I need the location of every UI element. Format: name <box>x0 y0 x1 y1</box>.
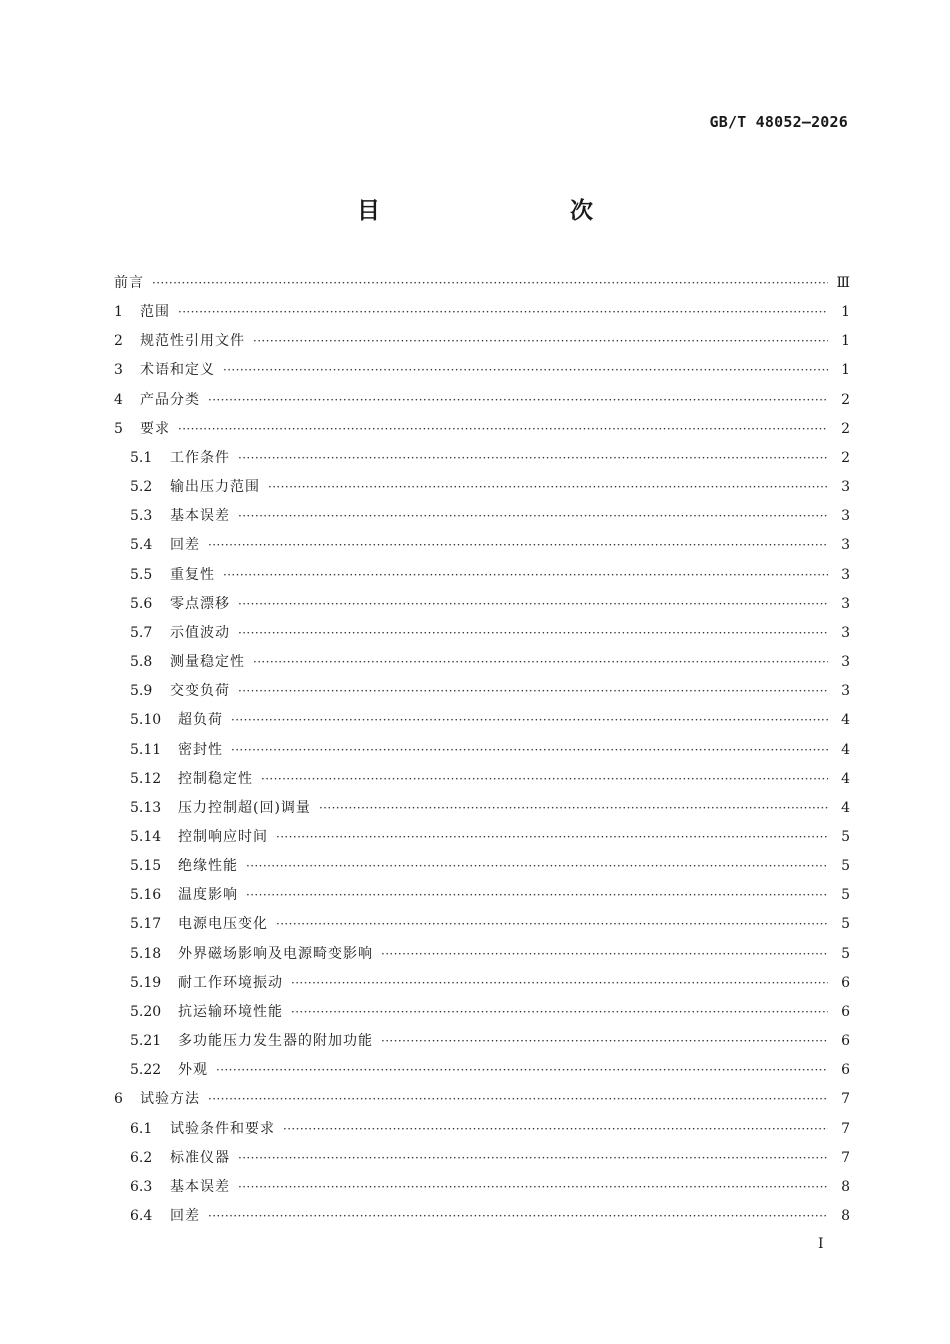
toc-entry-page: 5 <box>841 916 850 933</box>
toc-entry-page: 4 <box>841 712 850 729</box>
toc-entry-page: 8 <box>841 1208 850 1224</box>
toc-leader-dots <box>152 269 828 298</box>
toc-entry-page: 1 <box>841 333 850 350</box>
toc-entry-number: 5.14 <box>130 828 162 845</box>
toc-leader-dots <box>319 794 828 823</box>
toc-entry-page: 2 <box>841 449 850 466</box>
toc-entry-label: 外界磁场影响及电源畸变影响 <box>178 945 373 962</box>
toc-entry-number: 5.6 <box>130 595 153 612</box>
toc-entry-number: 1 <box>114 304 123 321</box>
toc-entry[interactable] <box>114 1085 850 1114</box>
toc-entry-label: 示值波动 <box>170 624 230 641</box>
toc-entry[interactable] <box>114 386 850 415</box>
footer-page-number: I <box>818 1236 824 1252</box>
toc-entry[interactable] <box>114 619 850 648</box>
toc-leader-dots <box>268 473 828 502</box>
toc-entry-page: 5 <box>841 858 850 875</box>
toc-leader-dots <box>276 823 828 852</box>
toc-entry-number: 3 <box>114 362 123 379</box>
toc-entry-label: 抗运输环境性能 <box>178 1003 283 1020</box>
toc-entry-label: 试验方法 <box>140 1091 200 1108</box>
toc-entry-number: 5.18 <box>130 945 162 962</box>
toc-leader-dots <box>291 969 828 998</box>
toc-leader-dots <box>291 998 828 1027</box>
toc-entry[interactable] <box>114 1027 850 1056</box>
toc-entry-number: 5.3 <box>130 508 153 525</box>
toc-leader-dots <box>381 1027 828 1056</box>
toc-entry-page: 5 <box>841 828 850 845</box>
toc-entry-number: 5.12 <box>130 770 162 787</box>
toc-entry-number: 5.13 <box>130 799 162 816</box>
toc-entry-number: 5.19 <box>130 974 162 991</box>
toc-entry-page: 1 <box>841 304 850 321</box>
toc-entry-label: 电源电压变化 <box>178 916 268 933</box>
toc-entry-number: 6.4 <box>130 1208 153 1224</box>
toc-entry-label: 控制响应时间 <box>178 828 268 845</box>
toc-entry-number: 5.5 <box>130 566 153 583</box>
toc-entry-label: 基本误差 <box>170 1178 230 1195</box>
toc-entry-number: 5.17 <box>130 916 162 933</box>
toc-entry-page: 6 <box>841 1033 850 1050</box>
toc-entry-label: 产品分类 <box>140 391 200 408</box>
toc-entry-label: 超负荷 <box>178 712 223 729</box>
toc-entry-number: 5.20 <box>130 1003 162 1020</box>
toc-entry-page: 3 <box>841 537 850 554</box>
toc-leader-dots <box>208 531 828 560</box>
toc-entry-label: 多功能压力发生器的附加功能 <box>178 1033 373 1050</box>
toc-entry-label: 交变负荷 <box>170 683 230 700</box>
toc-entry-number: 5.22 <box>130 1062 162 1079</box>
toc-entry[interactable] <box>114 531 850 560</box>
toc-entry-page: 5 <box>841 887 850 904</box>
toc-entry-label: 基本误差 <box>170 508 230 525</box>
toc-entry-page: 3 <box>841 624 850 641</box>
toc-leader-dots <box>238 619 828 648</box>
toc-entry-page: 7 <box>841 1149 850 1166</box>
toc-entry-label: 温度影响 <box>178 887 238 904</box>
toc-entry-number: 5.10 <box>130 712 162 729</box>
toc-leader-dots <box>178 415 828 444</box>
toc-entry-label: 试验条件和要求 <box>170 1120 275 1137</box>
toc-entry-page: 4 <box>841 741 850 758</box>
toc-entry-label: 工作条件 <box>170 449 230 466</box>
toc-entry[interactable] <box>114 794 850 823</box>
toc-entry[interactable] <box>114 1115 850 1144</box>
toc-entry[interactable] <box>114 648 850 677</box>
toc-entry-number: 5.9 <box>130 683 153 700</box>
toc-entry[interactable] <box>114 269 850 298</box>
toc-entry-number: 5.8 <box>130 654 153 671</box>
toc-entry[interactable] <box>114 881 850 910</box>
toc-leader-dots <box>223 356 828 385</box>
toc-entry-label: 压力控制超(回)调量 <box>178 799 311 816</box>
toc-entry[interactable] <box>114 1056 850 1085</box>
toc-entry-label: 回差 <box>170 1208 200 1224</box>
standard-code: GB/T 48052—2026 <box>709 113 848 131</box>
toc-entry-page: 6 <box>841 974 850 991</box>
toc-leader-dots <box>231 706 828 735</box>
toc-entry-label: 重复性 <box>170 566 215 583</box>
toc-entry-label: 输出压力范围 <box>170 479 260 496</box>
toc-entry[interactable] <box>114 823 850 852</box>
toc-entry-number: 6.1 <box>130 1120 153 1137</box>
toc-entry[interactable] <box>114 998 850 1027</box>
toc-entry-number: 5.4 <box>130 537 153 554</box>
toc-leader-dots <box>238 1173 828 1202</box>
toc-entry-page: 3 <box>841 654 850 671</box>
toc-entry-label: 术语和定义 <box>140 362 215 379</box>
page-title: 目 次 <box>357 198 641 224</box>
toc-entry-page: 8 <box>841 1178 850 1195</box>
toc-entry[interactable] <box>114 590 850 619</box>
toc-leader-dots <box>283 1115 828 1144</box>
toc-entry-page: 4 <box>841 799 850 816</box>
toc-entry[interactable] <box>114 677 850 706</box>
toc-entry-number: 5.21 <box>130 1033 162 1050</box>
toc-entry-label: 前言 <box>114 275 144 291</box>
toc-entry[interactable] <box>114 356 850 385</box>
toc-entry[interactable] <box>114 327 850 356</box>
toc-entry-label: 零点漂移 <box>170 595 230 612</box>
toc-leader-dots <box>178 298 828 327</box>
toc-entry-label: 绝缘性能 <box>178 858 238 875</box>
toc-entry-page: 2 <box>841 391 850 408</box>
toc-entry-number: 6.3 <box>130 1178 153 1195</box>
toc-entry-number: 2 <box>114 333 123 350</box>
toc-entry-page: 6 <box>841 1003 850 1020</box>
toc-leader-dots <box>253 327 828 356</box>
toc-entry-page: 2 <box>841 420 850 437</box>
toc-entry-page: 6 <box>841 1062 850 1079</box>
toc-entry[interactable] <box>114 1173 850 1202</box>
toc-entry-number: 5.7 <box>130 624 153 641</box>
toc-entry-page: 5 <box>841 945 850 962</box>
toc-entry-label: 范围 <box>140 304 170 321</box>
toc-entry-label: 规范性引用文件 <box>140 333 245 350</box>
toc-entry[interactable] <box>114 852 850 881</box>
toc-entry[interactable] <box>114 940 850 969</box>
toc-leader-dots <box>381 940 828 969</box>
toc-leader-dots <box>238 677 828 706</box>
toc-leader-dots <box>208 1085 828 1114</box>
toc-leader-dots <box>238 590 828 619</box>
toc-entry[interactable] <box>114 473 850 502</box>
toc-leader-dots <box>238 1144 828 1173</box>
toc-entry-number: 5.16 <box>130 887 162 904</box>
toc-entry-number: 5.11 <box>130 741 162 758</box>
toc-entry[interactable] <box>114 561 850 590</box>
toc-entry[interactable] <box>114 1144 850 1173</box>
toc-entry[interactable] <box>114 765 850 794</box>
toc-entry[interactable] <box>114 706 850 735</box>
toc-leader-dots <box>238 444 828 473</box>
toc-entry-page: 3 <box>841 566 850 583</box>
toc-entry[interactable] <box>114 910 850 939</box>
toc-entry-page: 3 <box>841 508 850 525</box>
toc-entry-number: 5.15 <box>130 858 162 875</box>
table-of-contents <box>114 269 850 1231</box>
toc-entry[interactable] <box>114 502 850 531</box>
toc-entry-page: 4 <box>841 770 850 787</box>
toc-entry[interactable] <box>114 736 850 765</box>
toc-entry-page: 3 <box>841 479 850 496</box>
toc-entry-page: 7 <box>841 1091 850 1108</box>
toc-leader-dots <box>261 765 828 794</box>
toc-entry-label: 控制稳定性 <box>178 770 253 787</box>
toc-entry[interactable] <box>114 298 850 327</box>
toc-entry[interactable] <box>114 444 850 473</box>
toc-entry-page: Ⅲ <box>836 275 850 291</box>
toc-entry-label: 密封性 <box>178 741 223 758</box>
toc-entry-page: 1 <box>841 362 850 379</box>
toc-leader-dots <box>208 386 828 415</box>
toc-leader-dots <box>238 502 828 531</box>
toc-leader-dots <box>276 910 828 939</box>
toc-entry-label: 测量稳定性 <box>170 654 245 671</box>
toc-entry-page: 3 <box>841 595 850 612</box>
toc-entry-label: 外观 <box>178 1062 208 1079</box>
toc-entry-number: 5.1 <box>130 449 153 466</box>
toc-leader-dots <box>246 852 828 881</box>
toc-entry-label: 耐工作环境振动 <box>178 974 283 991</box>
toc-entry-number: 6.2 <box>130 1149 153 1166</box>
toc-entry[interactable] <box>114 1202 850 1231</box>
toc-entry-label: 回差 <box>170 537 200 554</box>
toc-entry-page: 7 <box>841 1120 850 1137</box>
toc-entry[interactable] <box>114 415 850 444</box>
toc-leader-dots <box>231 736 828 765</box>
toc-entry-number: 5.2 <box>130 479 153 496</box>
toc-leader-dots <box>216 1056 828 1085</box>
toc-entry[interactable] <box>114 969 850 998</box>
toc-entry-label: 标准仪器 <box>170 1149 230 1166</box>
toc-entry-label: 要求 <box>140 420 170 437</box>
toc-leader-dots <box>253 648 828 677</box>
toc-entry-number: 4 <box>114 391 123 408</box>
toc-leader-dots <box>246 881 828 910</box>
toc-leader-dots <box>223 561 828 590</box>
toc-entry-number: 5 <box>114 420 123 437</box>
toc-entry-number: 6 <box>114 1091 123 1108</box>
toc-entry-page: 3 <box>841 683 850 700</box>
toc-leader-dots <box>208 1202 828 1231</box>
